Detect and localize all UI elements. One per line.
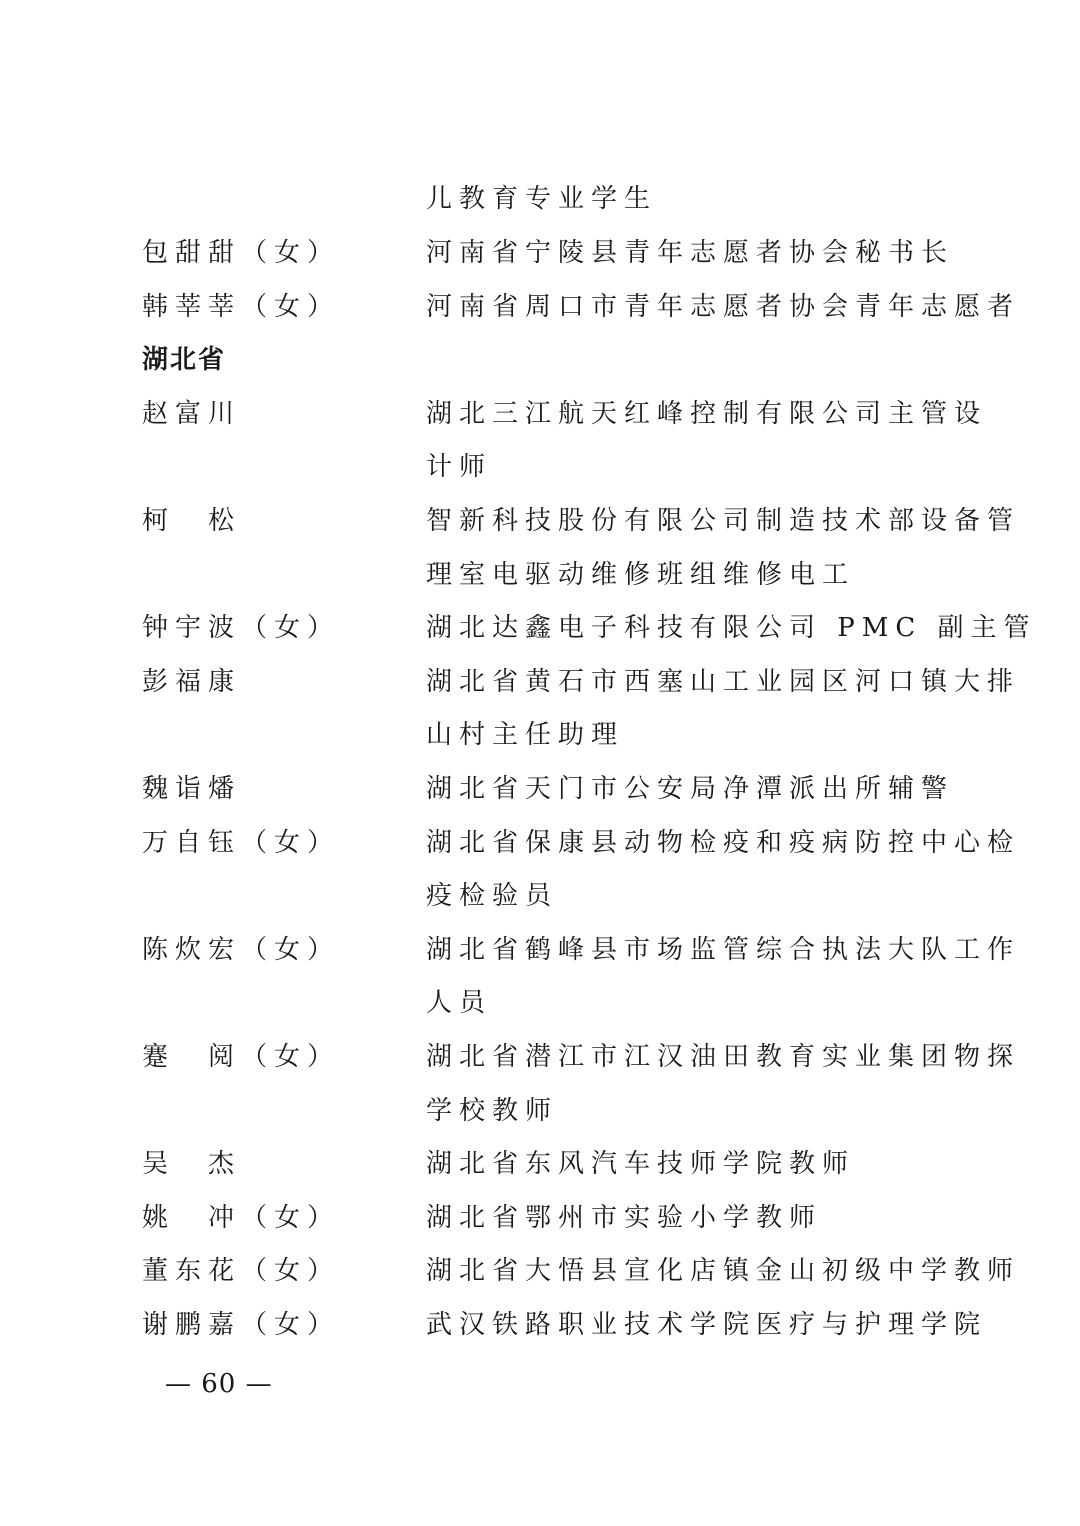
list-item-name: 陈炊宏（女） <box>142 935 341 965</box>
list-item-name: 谢鹏嘉（女） <box>142 1310 341 1340</box>
list-item-desc: 湖北省鄂州市实验小学教师 <box>426 1203 823 1233</box>
list-item-desc: 湖北达鑫电子科技有限公司 PMC 副主管 <box>426 613 1037 643</box>
section-heading: 湖北省 <box>142 345 227 375</box>
list-item-desc: 人员 <box>426 988 493 1018</box>
list-item-desc: 疫检验员 <box>426 881 559 911</box>
list-item-desc: 儿教育专业学生 <box>426 184 658 214</box>
list-item-desc: 湖北省黄石市西塞山工业园区河口镇大排 <box>426 667 1021 697</box>
list-item-desc: 湖北三江航天红峰控制有限公司主管设 <box>426 399 988 429</box>
list-item-name: 彭福康 <box>142 667 242 697</box>
list-item-name: 柯 松 <box>142 506 242 536</box>
list-item-name: 韩莘莘（女） <box>142 292 341 322</box>
list-item-desc: 智新科技股份有限公司制造技术部设备管 <box>426 506 1021 536</box>
list-item-name: 姚 冲（女） <box>142 1203 341 1233</box>
list-item-name: 蹇 阅（女） <box>142 1042 341 1072</box>
page-number: — 60 — <box>165 1369 273 1399</box>
list-item-desc: 湖北省大悟县宣化店镇金山初级中学教师 <box>426 1256 1021 1286</box>
list-item-name: 吴 杰 <box>142 1149 242 1179</box>
list-item-desc: 河南省宁陵县青年志愿者协会秘书长 <box>426 238 955 268</box>
list-item-name: 钟宇波（女） <box>142 613 341 643</box>
list-item-name: 魏诣燔 <box>142 774 242 804</box>
list-item-desc: 河南省周口市青年志愿者协会青年志愿者 <box>426 292 1021 322</box>
list-item-desc: 湖北省鹤峰县市场监管综合执法大队工作 <box>426 935 1021 965</box>
list-item-desc: 学校教师 <box>426 1096 559 1126</box>
list-item-desc: 武汉铁路职业技术学院医疗与护理学院 <box>426 1310 988 1340</box>
list-item-desc: 湖北省保康县动物检疫和疫病防控中心检 <box>426 828 1021 858</box>
list-item-desc: 湖北省天门市公安局净潭派出所辅警 <box>426 774 955 804</box>
list-item-desc: 湖北省东风汽车技师学院教师 <box>426 1149 856 1179</box>
list-item-name: 董东花（女） <box>142 1256 341 1286</box>
list-item-desc: 湖北省潜江市江汉油田教育实业集团物探 <box>426 1042 1021 1072</box>
list-item-desc: 计师 <box>426 452 493 482</box>
list-item-desc: 理室电驱动维修班组维修电工 <box>426 560 856 590</box>
list-item-name: 赵富川 <box>142 399 242 429</box>
list-item-name: 包甜甜（女） <box>142 238 341 268</box>
list-item-name: 万自钰（女） <box>142 828 341 858</box>
list-item-desc: 山村主任助理 <box>426 720 625 750</box>
